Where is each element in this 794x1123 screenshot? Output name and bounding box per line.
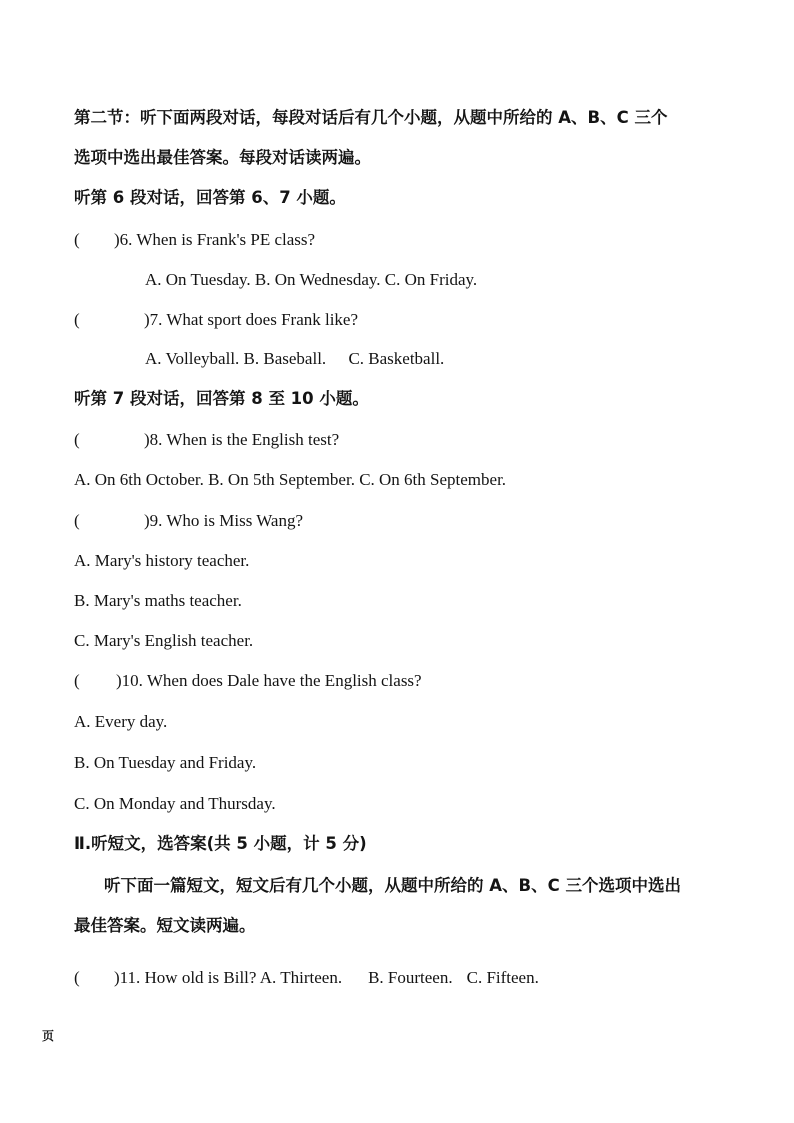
question-9-option-c: C. Mary's English teacher.: [74, 631, 254, 650]
dialog6-instruction: 听第 6 段对话，回答第 6、7 小题。: [74, 188, 346, 207]
question-6-text: )6. When is Frank's PE class?: [114, 230, 316, 249]
question-7-options: [145, 350, 444, 367]
question-7-option-c: C. Basketball.: [348, 349, 445, 368]
question-6: [74, 231, 315, 248]
question-10-option-b: B. On Tuesday and Friday.: [74, 753, 257, 772]
question-9-option-a: A. Mary's history teacher.: [74, 551, 250, 570]
section2-intro-line2: 选项中选出最佳答案。每段对话读两遍。: [74, 148, 371, 167]
question-10-option-a: A. Every day.: [74, 712, 168, 731]
question-11-option-c: C. Fifteen.: [466, 968, 539, 987]
question-10: [74, 672, 422, 689]
question-10-text: )10. When does Dale have the English class?: [116, 671, 422, 690]
answer-paren: (: [74, 430, 80, 449]
part2-intro-line1: 听下面一篇短文，短文后有几个小题，从题中所给的 A、B、C 三个选项中选出: [104, 876, 681, 895]
answer-paren: (: [74, 230, 80, 249]
part2-intro-line2: 最佳答案。短文读两遍。: [74, 916, 256, 935]
question-9-option-b: B. Mary's maths teacher.: [74, 591, 242, 610]
answer-paren: (: [74, 310, 80, 329]
question-7-option-a: A. Volleyball.: [145, 349, 240, 368]
part2-heading: Ⅱ.听短文，选答案(共 5 小题，计 5 分): [74, 834, 367, 853]
question-7: [74, 311, 358, 328]
answer-paren: (: [74, 511, 80, 530]
section2-intro-line1: 第二节：听下面两段对话，每段对话后有几个小题，从题中所给的 A、B、C 三个: [74, 108, 668, 127]
question-8: [74, 431, 339, 448]
question-6-options: A. On Tuesday. B. On Wednesday. C. On Friday.: [145, 270, 478, 289]
question-9: [74, 512, 303, 529]
question-9-text: )9. Who is Miss Wang?: [144, 511, 304, 530]
answer-paren: (: [74, 968, 80, 987]
answer-paren: (: [74, 671, 80, 690]
question-10-option-c: C. On Monday and Thursday.: [74, 794, 276, 813]
page-footer-label: 页: [42, 1029, 55, 1043]
question-11-text: )11. How old is Bill? A. Thirteen.: [114, 968, 343, 987]
question-8-options: A. On 6th October. B. On 5th September. C. On 6th September.: [74, 470, 507, 489]
question-11-option-b: B. Fourteen.: [368, 968, 453, 987]
question-7-text: )7. What sport does Frank like?: [144, 310, 359, 329]
dialog7-instruction: 听第 7 段对话，回答第 8 至 10 小题。: [74, 389, 369, 408]
question-11: [74, 969, 539, 986]
question-7-option-b: B. Baseball.: [243, 349, 327, 368]
question-8-text: )8. When is the English test?: [144, 430, 340, 449]
